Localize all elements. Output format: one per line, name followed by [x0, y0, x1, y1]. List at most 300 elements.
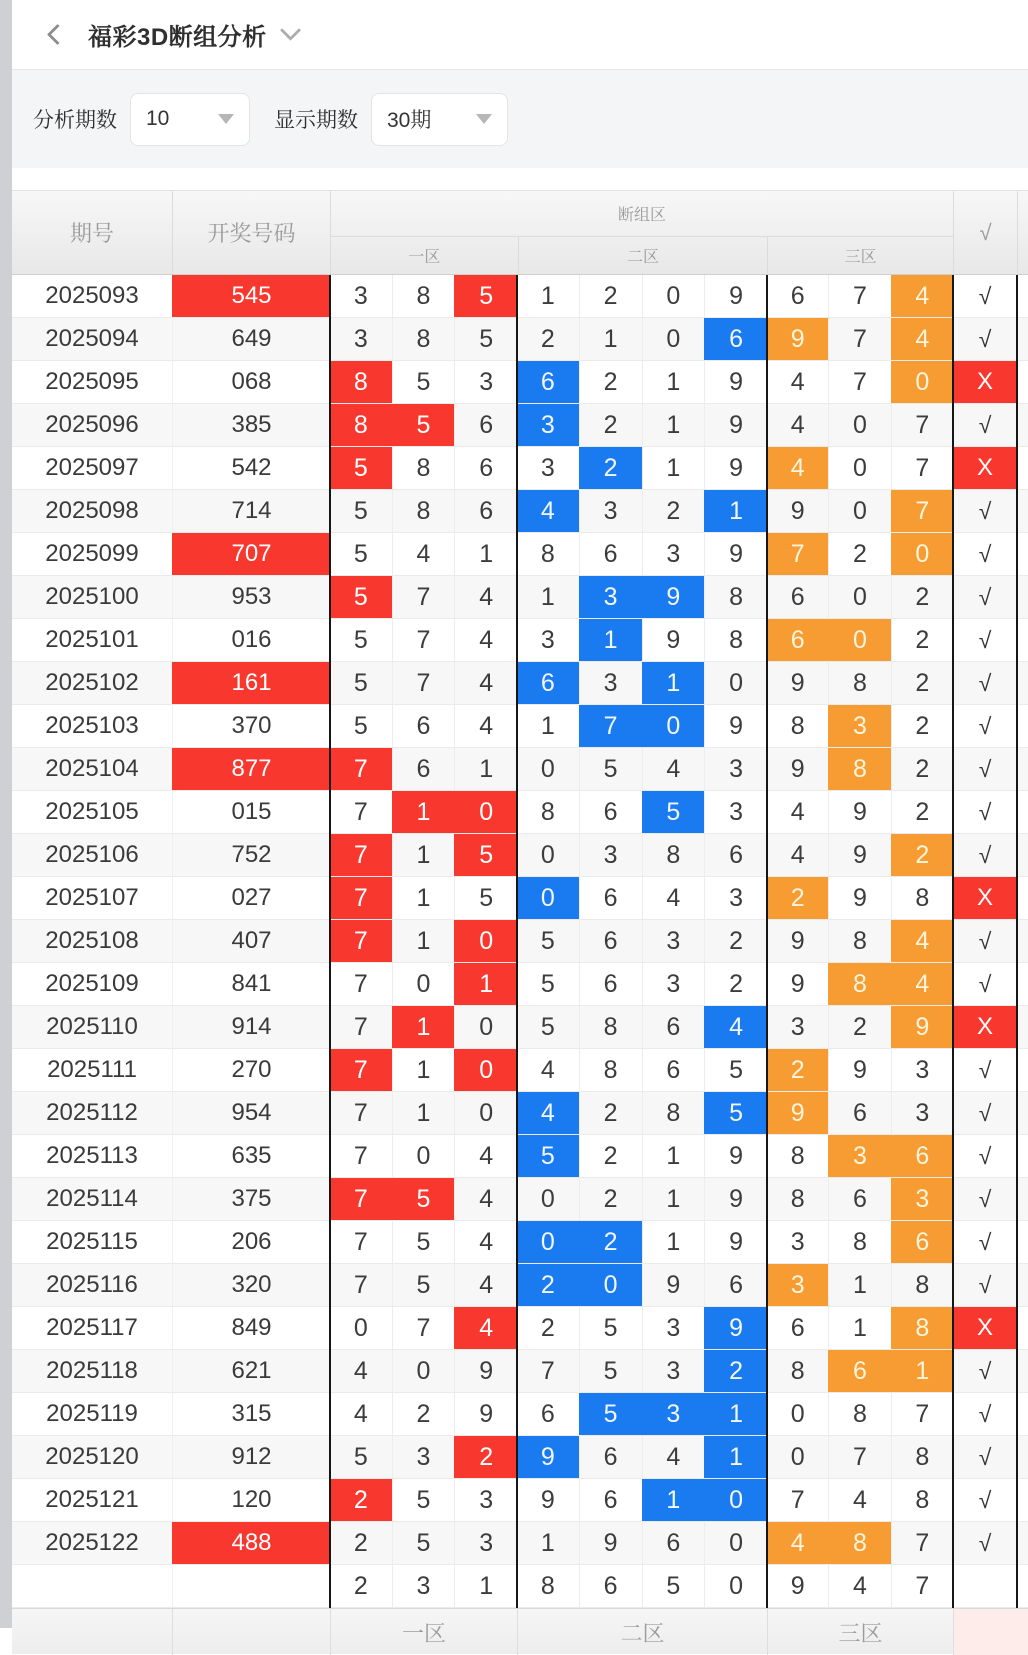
zone3-group: [767, 1565, 953, 1607]
zone3-digit-cell: 8: [790, 1184, 805, 1213]
clipped-next-column-cell: [1017, 1092, 1028, 1134]
zone1-group: [330, 1264, 517, 1306]
zone3-digit-cell: 2: [767, 877, 828, 919]
zone1-digit-cell: 5: [392, 1479, 455, 1521]
period-cell: 2025118: [46, 1357, 138, 1384]
zone1-digit-cell: 1: [392, 1092, 455, 1134]
result-cell: √: [978, 1400, 992, 1427]
zone2-digit-cell: 3: [642, 1393, 705, 1435]
zone1-digit-cell: 4: [353, 1356, 368, 1385]
zone1-group: [330, 1393, 517, 1435]
zone1-digit-cell: 2: [353, 1528, 368, 1557]
zone3-digit-cell: 4: [891, 963, 953, 1005]
zone2-digit-cell: 3: [540, 453, 555, 482]
table-row: [12, 576, 1028, 619]
zone3-digit-cell: 9: [790, 926, 805, 955]
zone2-digit-cell: 0: [642, 275, 705, 317]
zone2-digit-cell: 4: [642, 748, 705, 790]
zone1-group: [330, 1092, 517, 1134]
table-row: [12, 361, 1028, 404]
zone3-digit-cell: 9: [828, 834, 890, 876]
clipped-next-column-cell: [1017, 361, 1028, 403]
zone3-digit-cell: 0: [828, 619, 890, 661]
winning-number-cell: 649: [172, 318, 330, 360]
zone2-digit-cell: 8: [704, 576, 767, 618]
zone2-digit-cell: 5: [579, 1307, 642, 1349]
zone1-digit-cell: 1: [392, 834, 455, 876]
zone1-digit-cell: 7: [330, 748, 392, 790]
zone2-digit-cell: 2: [579, 1135, 642, 1177]
zone2-digit-cell: 9: [704, 533, 767, 575]
zone2-digit-cell: 4: [517, 1092, 579, 1134]
zone3-group: [767, 1522, 953, 1564]
zone1-group: [330, 318, 517, 360]
zone1-digit-cell: 0: [392, 963, 455, 1005]
period-cell: 2025104: [45, 755, 139, 782]
zone2-digit-cell: 6: [704, 1264, 767, 1306]
clipped-next-column-cell: [1017, 318, 1028, 360]
zone1-group: [330, 963, 517, 1005]
zone3-digit-cell: 9: [828, 877, 890, 919]
zone2-digit-cell: 5: [540, 1012, 555, 1041]
zone1-digit-cell: 8: [392, 490, 455, 532]
zone1-digit-cell: 2: [454, 1436, 517, 1478]
clipped-next-column-cell: [1017, 447, 1028, 489]
zone3-digit-cell: 4: [790, 367, 805, 396]
result-cell: X: [953, 447, 1017, 489]
zone2-group: [517, 1178, 767, 1220]
zone2-group: [517, 404, 767, 446]
zone1-digit-cell: 3: [353, 281, 368, 310]
table-row: [12, 318, 1028, 361]
result-cell: √: [978, 1099, 992, 1126]
zone3-digit-cell: 4: [767, 447, 828, 489]
zone1-digit-cell: 5: [454, 318, 517, 360]
zone2-group: [517, 619, 767, 661]
zone2-group: [517, 1221, 767, 1263]
zone2-digit-cell: 3: [642, 533, 705, 575]
zone3-digit-cell: 3: [828, 705, 890, 747]
zone2-digit-cell: 1: [642, 1178, 705, 1220]
zone3-digit-cell: 6: [828, 1350, 890, 1392]
zone3-header: 三区: [767, 237, 953, 274]
zone2-digit-cell: 5: [517, 1135, 579, 1177]
clipped-next-column-cell: [1017, 1135, 1028, 1177]
zone2-group: [517, 1350, 767, 1392]
result-cell: √: [978, 1228, 992, 1255]
nav-bar: [12, 0, 1028, 70]
zone3-digit-cell: 9: [767, 318, 828, 360]
zone3-group: [767, 1049, 953, 1091]
winning-number-cell: 015: [172, 791, 330, 833]
winning-number-cell: 385: [172, 404, 330, 446]
table-row: [12, 275, 1028, 318]
zone2-digit-cell: 1: [540, 582, 555, 611]
result-cell: √: [978, 1357, 992, 1384]
zone2-digit-cell: 2: [579, 1221, 642, 1263]
zone3-digit-cell: 9: [790, 969, 805, 998]
zone3-digit-cell: 8: [891, 1307, 953, 1349]
zone2-digit-cell: 1: [704, 1393, 767, 1435]
zone1-digit-cell: 7: [353, 1098, 368, 1127]
result-cell: √: [978, 1486, 992, 1513]
zone3-digit-cell: 2: [891, 705, 953, 747]
result-cell: X: [953, 877, 1017, 919]
zone2-group: [517, 834, 767, 876]
zone2-digit-cell: 8: [704, 619, 767, 661]
zone2-digit-cell: 2: [579, 275, 642, 317]
zone2-digit-cell: 9: [642, 576, 705, 618]
zone2-digit-cell: 5: [579, 748, 642, 790]
zone3-digit-cell: 7: [828, 275, 890, 317]
zone2-digit-cell: 1: [642, 1135, 705, 1177]
zone-divider-line: [1016, 275, 1018, 1608]
zone3-group: [767, 1307, 953, 1349]
zone2-digit-cell: 6: [579, 1479, 642, 1521]
zone1-digit-cell: 8: [330, 404, 392, 446]
zone1-digit-cell: 4: [454, 1264, 517, 1306]
zone3-group: [767, 447, 953, 489]
result-column-header: √: [953, 191, 1017, 274]
zone1-digit-cell: 5: [353, 668, 368, 697]
zone3-digit-cell: 8: [891, 1436, 953, 1478]
zone2-group: [517, 1436, 767, 1478]
page-title: 福彩3D断组分析: [88, 24, 267, 51]
table-row: [12, 662, 1028, 705]
zone1-digit-cell: 1: [392, 1006, 455, 1048]
period-cell: 2025114: [46, 1185, 138, 1212]
result-cell: √: [978, 841, 992, 868]
winning-number-cell: 370: [172, 705, 330, 747]
zone2-digit-cell: 6: [579, 791, 642, 833]
zone3-digit-cell: 3: [891, 1092, 953, 1134]
zone1-digit-cell: 9: [454, 1350, 517, 1392]
table-row: [12, 1307, 1028, 1350]
table-row: [12, 1092, 1028, 1135]
dropdown-arrow-icon: [476, 114, 492, 124]
result-cell: √: [978, 927, 992, 954]
zone1-digit-cell: 5: [353, 711, 368, 740]
zone2-digit-cell: 0: [579, 1264, 642, 1306]
zone3-digit-cell: 7: [891, 1565, 953, 1607]
zone1-group: [330, 1006, 517, 1048]
zone2-digit-cell: 2: [642, 490, 705, 532]
zone1-digit-cell: 4: [353, 1399, 368, 1428]
zone2-digit-cell: 9: [540, 1485, 555, 1514]
zone2-digit-cell: 7: [540, 1356, 555, 1385]
zone1-digit-cell: 5: [392, 361, 455, 403]
zone1-digit-cell: 5: [353, 1442, 368, 1471]
zone2-group: [517, 1479, 767, 1521]
zone2-digit-cell: 6: [579, 1565, 642, 1607]
analyze-periods-select[interactable]: [130, 93, 250, 146]
clipped-next-column-cell: [1017, 1307, 1028, 1349]
zone2-digit-cell: 5: [579, 1393, 642, 1435]
zone3-digit-cell: 2: [891, 662, 953, 704]
zone2-group: [517, 1307, 767, 1349]
clipped-next-column-cell: [1017, 748, 1028, 790]
table-row: [12, 1479, 1028, 1522]
zone1-digit-cell: 7: [392, 662, 455, 704]
zone1-digit-cell: 4: [454, 576, 517, 618]
zone2-digit-cell: 9: [579, 1522, 642, 1564]
zone3-digit-cell: 9: [891, 1006, 953, 1048]
left-edge-strip: [0, 0, 12, 1628]
zone2-group: [517, 1264, 767, 1306]
winning-number-cell: 707: [172, 533, 330, 575]
period-cell: 2025096: [45, 411, 139, 438]
zone3-group: [767, 1436, 953, 1478]
table-row: [12, 1350, 1028, 1393]
result-cell: √: [978, 282, 992, 309]
period-cell: 2025097: [45, 454, 139, 481]
zone3-digit-cell: 4: [767, 1522, 828, 1564]
zone3-digit-cell: 7: [891, 447, 953, 489]
zone2-group: [517, 576, 767, 618]
zone1-digit-cell: 4: [454, 1135, 517, 1177]
zone2-digit-cell: 2: [704, 963, 767, 1005]
clipped-next-column-cell: [1017, 404, 1028, 446]
zone3-digit-cell: 7: [790, 1485, 805, 1514]
zone2-digit-cell: 0: [540, 1184, 555, 1213]
zone2-digit-cell: 9: [704, 447, 767, 489]
zone3-group: [767, 1479, 953, 1521]
zone2-digit-cell: 8: [642, 834, 705, 876]
period-cell: 2025112: [46, 1099, 138, 1126]
filter-bar: [12, 70, 1028, 168]
zone3-digit-cell: 4: [891, 318, 953, 360]
clipped-next-column-header: [1017, 191, 1028, 274]
zone1-digit-cell: 5: [454, 275, 517, 317]
title-dropdown-icon[interactable]: [280, 20, 301, 41]
zone3-digit-cell: 2: [891, 619, 953, 661]
winning-number-cell: 206: [172, 1221, 330, 1263]
zone1-digit-cell: 7: [353, 1270, 368, 1299]
table-row: [12, 1393, 1028, 1436]
table-row: [12, 1264, 1028, 1307]
zone2-digit-cell: 3: [642, 963, 705, 1005]
group-zone-header: [330, 191, 953, 274]
zone1-group: [330, 877, 517, 919]
zone2-group: [517, 1522, 767, 1564]
zone3-digit-cell: 8: [828, 963, 890, 1005]
zone3-group: [767, 963, 953, 1005]
zone1-group: [330, 834, 517, 876]
zone3-digit-cell: 1: [828, 1307, 890, 1349]
zone1-digit-cell: 0: [454, 1006, 517, 1048]
winning-number-cell: 545: [172, 275, 330, 317]
display-periods-select[interactable]: [371, 93, 508, 146]
zone-divider-line: [516, 275, 518, 1608]
footer-result-cell: [953, 1609, 1017, 1655]
zone3-digit-cell: 0: [891, 533, 953, 575]
clipped-next-column-cell: [1017, 490, 1028, 532]
winning-number-cell: 953: [172, 576, 330, 618]
zone1-digit-cell: 5: [392, 1221, 455, 1263]
winning-number-cell: 542: [172, 447, 330, 489]
zone2-header: 二区: [518, 237, 768, 274]
period-cell: 2025120: [45, 1443, 139, 1470]
zone2-digit-cell: 6: [642, 1006, 705, 1048]
spacer: [12, 168, 1028, 190]
zone3-digit-cell: 6: [790, 281, 805, 310]
period-cell: 2025122: [45, 1529, 139, 1556]
zone2-group: [517, 877, 767, 919]
winning-number-cell: 849: [172, 1307, 330, 1349]
zone3-digit-cell: 8: [891, 1264, 953, 1306]
zone1-group: [330, 275, 517, 317]
zone3-group: [767, 705, 953, 747]
winning-number-cell: 635: [172, 1135, 330, 1177]
zone1-digit-cell: 5: [330, 576, 392, 618]
zone2-digit-cell: 3: [579, 490, 642, 532]
zone2-digit-cell: 1: [642, 1479, 705, 1521]
zone3-digit-cell: 8: [828, 1393, 890, 1435]
zone1-digit-cell: 2: [392, 1393, 455, 1435]
zone2-digit-cell: 3: [579, 834, 642, 876]
footer-period-spacer: [12, 1609, 172, 1655]
zone3-digit-cell: 9: [767, 1092, 828, 1134]
zone1-digit-cell: 5: [392, 1522, 455, 1564]
zone2-digit-cell: 2: [517, 1264, 579, 1306]
display-periods-value: 30期: [387, 109, 432, 132]
period-cell: 2025117: [46, 1314, 138, 1341]
zone3-digit-cell: 8: [828, 1221, 890, 1263]
period-column-header: 期号: [69, 221, 114, 246]
zone1-digit-cell: 5: [353, 496, 368, 525]
zone3-group: [767, 748, 953, 790]
zone2-digit-cell: 8: [540, 539, 555, 568]
winning-number-cell: 375: [172, 1178, 330, 1220]
period-cell: 2025105: [45, 798, 139, 825]
zone1-group: [330, 1565, 517, 1607]
winning-number-cell: 027: [172, 877, 330, 919]
winning-number-cell: 407: [172, 920, 330, 962]
zone3-digit-cell: 0: [790, 1442, 805, 1471]
zone3-digit-cell: 6: [891, 1135, 953, 1177]
winning-number-cell: 914: [172, 1006, 330, 1048]
zone2-digit-cell: 2: [540, 324, 555, 353]
period-cell: 2025095: [45, 368, 139, 395]
zone2-digit-cell: 0: [540, 754, 555, 783]
zone3-digit-cell: 4: [891, 275, 953, 317]
zone2-digit-cell: 6: [579, 920, 642, 962]
zone2-digit-cell: 3: [642, 920, 705, 962]
result-cell: √: [978, 1056, 992, 1083]
zone2-digit-cell: 4: [642, 877, 705, 919]
winning-number-cell: 270: [172, 1049, 330, 1091]
period-cell: 2025094: [45, 325, 139, 352]
zone3-group: [767, 791, 953, 833]
zone1-group: [330, 920, 517, 962]
clipped-next-column-cell: [1017, 1436, 1028, 1478]
zone2-digit-cell: 0: [540, 840, 555, 869]
zone2-digit-cell: 8: [540, 1571, 555, 1600]
zone1-group: [330, 490, 517, 532]
zone1-digit-cell: 6: [392, 705, 455, 747]
zone1-group: [330, 576, 517, 618]
zone1-group: [330, 1221, 517, 1263]
zone1-header: 一区: [408, 249, 441, 266]
zone2-digit-cell: 2: [579, 1092, 642, 1134]
period-cell: 2025098: [45, 497, 139, 524]
winning-number-cell: 161: [172, 662, 330, 704]
winning-number-column-header: 开奖号码: [172, 191, 330, 274]
zone1-digit-cell: 5: [392, 1178, 455, 1220]
zone1-group: [330, 619, 517, 661]
table-row: [12, 1522, 1028, 1565]
zone3-digit-cell: 3: [891, 1049, 953, 1091]
zone1-digit-cell: 4: [454, 705, 517, 747]
zone3-group: [767, 361, 953, 403]
zone2-digit-cell: 6: [517, 361, 579, 403]
table-row: [12, 490, 1028, 533]
zone2-digit-cell: 6: [579, 877, 642, 919]
zone2-digit-cell: 4: [540, 1055, 555, 1084]
result-cell: √: [978, 669, 992, 696]
zone3-digit-cell: 2: [828, 1006, 890, 1048]
zone2-digit-cell: 1: [642, 361, 705, 403]
winning-number-cell: 877: [172, 748, 330, 790]
zone2-digit-cell: 6: [517, 662, 579, 704]
table-row: [12, 1221, 1028, 1264]
zone1-digit-cell: 1: [392, 920, 455, 962]
zone1-digit-cell: 5: [353, 625, 368, 654]
winning-number-cell: 120: [172, 1479, 330, 1521]
back-button[interactable]: [42, 20, 72, 50]
zone3-group: [767, 662, 953, 704]
zone1-digit-cell: 8: [330, 361, 392, 403]
zone1-digit-cell: 5: [353, 539, 368, 568]
zone2-digit-cell: 2: [579, 404, 642, 446]
table-row: [12, 1049, 1028, 1092]
zone1-group: [330, 361, 517, 403]
zone2-digit-cell: 5: [540, 969, 555, 998]
zone2-digit-cell: 3: [704, 791, 767, 833]
zone3-digit-cell: 0: [828, 576, 890, 618]
zone3-digit-cell: 8: [891, 877, 953, 919]
group-zone-label: 断组区: [331, 191, 953, 237]
zone3-group: [767, 1221, 953, 1263]
zone2-digit-cell: 5: [579, 1350, 642, 1392]
winning-number-cell: 621: [172, 1350, 330, 1392]
period-cell: 2025115: [46, 1228, 138, 1255]
zone1-group: [330, 1135, 517, 1177]
zone1-group: [330, 404, 517, 446]
zone1-group: [330, 662, 517, 704]
period-cell: 2025107: [45, 884, 139, 911]
zone2-digit-cell: 1: [642, 447, 705, 489]
zone2-digit-cell: 3: [540, 625, 555, 654]
zone1-digit-cell: 5: [392, 1264, 455, 1306]
zone3-digit-cell: 9: [790, 1571, 805, 1600]
clipped-next-column-cell: [1017, 576, 1028, 618]
result-cell: X: [953, 361, 1017, 403]
analyze-periods-value: 10: [146, 107, 170, 130]
zone2-group: [517, 920, 767, 962]
zone1-group: [330, 1350, 517, 1392]
clipped-next-column-cell: [1017, 791, 1028, 833]
result-cell: [953, 1565, 1017, 1607]
zone2-digit-cell: 6: [704, 834, 767, 876]
zone1-group: [330, 1436, 517, 1478]
table-row: [12, 1006, 1028, 1049]
zone-divider-line: [952, 275, 954, 1608]
zone3-digit-cell: 8: [891, 1479, 953, 1521]
zone1-digit-cell: 3: [454, 1522, 517, 1564]
zone1-digit-cell: 5: [454, 834, 517, 876]
zone2-digit-cell: 3: [579, 662, 642, 704]
